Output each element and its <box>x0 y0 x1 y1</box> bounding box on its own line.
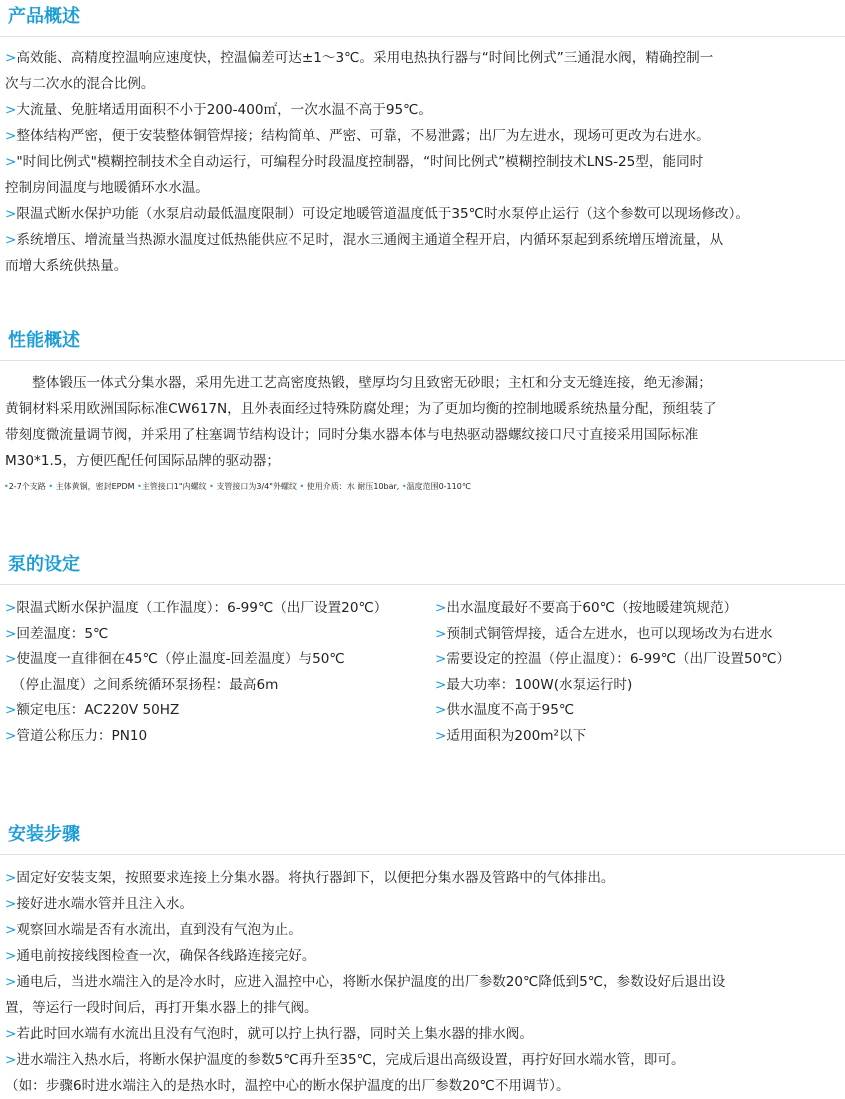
arrow-icon: > <box>5 727 17 744</box>
feature-bullet: • 使用介质：水 耐压10bar, <box>299 482 400 491</box>
arrow-icon: > <box>435 651 447 667</box>
performance-paragraph <box>5 370 840 474</box>
arrow-icon: > <box>5 625 17 642</box>
installation-steps-list <box>5 865 840 1099</box>
list-item: >观察回水端是否有水流出，直到没有气泡为止。 <box>5 922 302 938</box>
list-item: >若此时回水端有水流出且没有气泡时，就可以拧上执行器，同时关上集水器的排水阀。 <box>5 1026 533 1042</box>
arrow-icon: > <box>5 154 17 170</box>
paragraph-line: 黄铜材料采用欧洲国际标准CW617N，且外表面经过特殊防腐处理；为了更加均衡的控制地暖系统热量分配，预组装了 <box>5 401 717 417</box>
paragraph-line: 带刻度微流量调节阀，并采用了柱塞调节结构设计；同时分集水器本体与电热驱动器螺纹接口尺寸直接采用国际标准 <box>5 427 699 443</box>
product-overview-list <box>5 45 840 279</box>
feature-bullet: • 主体黄铜，密封EPDM <box>48 482 135 491</box>
arrow-icon: > <box>5 600 17 616</box>
arrow-icon: > <box>5 50 17 66</box>
bullet-icon: • <box>4 482 9 491</box>
section-divider <box>0 854 845 855</box>
list-item: 次与二次水的混合比例。 <box>5 76 155 92</box>
arrow-icon: > <box>5 102 17 118</box>
arrow-icon: > <box>5 896 17 912</box>
arrow-icon: > <box>5 1026 17 1042</box>
list-item: >回差温度：5℃ <box>5 625 109 642</box>
list-item: >预制式铜管焊接，适合左进水，也可以现场改为右进水 <box>435 625 773 642</box>
feature-bullets <box>4 477 844 497</box>
list-item: >进水端注入热水后，将断水保护温度的参数5℃再升至35℃，完成后退出高级设置，再拧好回水端水管，即可。 <box>5 1052 685 1068</box>
arrow-icon: > <box>5 948 17 964</box>
installation-steps-title: 安装步骤 <box>8 824 80 845</box>
arrow-icon: > <box>435 600 447 616</box>
arrow-icon: > <box>5 702 17 718</box>
arrow-icon: > <box>5 974 17 990</box>
list-item: >供水温度不高于95℃ <box>435 702 575 718</box>
feature-bullet: •温度范围0-110℃ <box>401 482 471 491</box>
list-item: >最大功率：100W(水泵运行时) <box>435 676 633 693</box>
list-item: >管道公称压力：PN10 <box>5 727 148 744</box>
product-overview-title: 产品概述 <box>8 6 80 27</box>
list-item: >固定好安装支架，按照要求连接上分集水器。将执行器卸下，以便把分集水器及管路中的气体排出。 <box>5 870 615 886</box>
section-divider <box>0 36 845 37</box>
arrow-icon: > <box>5 922 17 938</box>
list-item: >大流量、免脏堵适用面积不小于200-400㎡，一次水温不高于95℃。 <box>5 102 433 118</box>
arrow-icon: > <box>5 651 17 667</box>
list-item: >限温式断水保护温度（工作温度）：6-99℃（出厂设置20℃） <box>5 600 388 616</box>
feature-bullet: •2-7个支路 <box>4 482 46 491</box>
list-item: >适用面积为200m²以下 <box>435 727 587 744</box>
list-item: >使温度一直徘徊在45℃（停止温度-回差温度）与50℃ <box>5 651 345 667</box>
list-item: >高效能、高精度控温响应速度快，控温偏差可达±1～3℃。采用电热执行器与“时间比例式”三通混水阀，精确控制一 <box>5 50 714 66</box>
list-item: >额定电压：AC220V 50HZ <box>5 702 180 718</box>
list-item: （停止温度）之间系统循环泵扬程：最高6m <box>5 676 279 693</box>
list-item: 而增大系统供热量。 <box>5 258 128 274</box>
bullet-icon: • <box>401 482 407 491</box>
bullet-icon: • <box>299 482 305 491</box>
list-item: >通电后，当进水端注入的是冷水时，应进入温控中心，将断水保护温度的出厂参数20℃降低到5℃，参数设好后退出设 <box>5 974 726 990</box>
bullet-icon: • <box>48 482 54 491</box>
feature-bullet: • 支管接口为3/4"外螺纹 <box>209 482 297 491</box>
pump-settings-columns <box>5 596 845 756</box>
list-item: >需要设定的控温（停止温度）：6-99℃（出厂设置50℃） <box>435 651 791 667</box>
arrow-icon: > <box>435 625 447 642</box>
paragraph-line: M30*1.5，方便匹配任何国际品牌的驱动器； <box>5 453 280 469</box>
arrow-icon: > <box>5 870 17 886</box>
list-item: >通电前按接线图检查一次，确保各线路连接完好。 <box>5 948 316 964</box>
list-item: >"时间比例式"模糊控制技术全自动运行，可编程分时段温度控制器，“时间比例式”模糊控制技术LNS-25型，能同时 <box>5 154 704 170</box>
list-item: >接好进水端水管并且注入水。 <box>5 896 194 912</box>
bullet-icon: • <box>209 482 214 491</box>
pump-settings-title: 泵的设定 <box>8 554 80 575</box>
arrow-icon: > <box>5 1052 17 1068</box>
list-item: 控制房间温度与地暖循环水水温。 <box>5 180 209 196</box>
list-item: >出水温度最好不要高于60℃（按地暖建筑规范） <box>435 600 738 616</box>
list-item: （如：步骤6时进水端注入的是热水时，温控中心的断水保护温度的出厂参数20℃不用调节）。 <box>5 1078 570 1094</box>
performance-overview-title: 性能概述 <box>8 330 80 351</box>
section-divider <box>0 360 845 361</box>
list-item: >限温式断水保护功能（水泵启动最低温度限制）可设定地暖管道温度低于35℃时水泵停止运行（这个参数可以现场修改）。 <box>5 206 750 222</box>
arrow-icon: > <box>5 232 17 248</box>
list-item: >整体结构严密，便于安装整体铜管焊接；结构简单、严密、可靠，不易泄露；出厂为左进水，现场可更改为右进水。 <box>5 128 710 144</box>
bullet-icon: • <box>137 482 142 491</box>
section-divider <box>0 584 845 585</box>
pump-settings-left <box>5 596 387 749</box>
arrow-icon: > <box>435 676 447 693</box>
arrow-icon: > <box>435 727 447 744</box>
arrow-icon: > <box>5 206 17 222</box>
arrow-icon: > <box>435 702 447 718</box>
list-item: 置，等运行一段时间后，再打开集水器上的排气阀。 <box>5 1000 318 1016</box>
pump-settings-right <box>435 596 790 749</box>
paragraph-line: 整体锻压一体式分集水器，采用先进工艺高密度热锻，壁厚均匀且致密无砂眼；主杠和分支无缝连接，绝无渗漏； <box>5 375 712 391</box>
list-item: >系统增压、增流量当热源水温度过低热能供应不足时，混水三通阀主通道全程开启，内循环泵起到系统增压增流量，从 <box>5 232 724 248</box>
feature-bullet: •主管接口1"内螺纹 <box>137 482 207 491</box>
arrow-icon: > <box>5 128 17 144</box>
